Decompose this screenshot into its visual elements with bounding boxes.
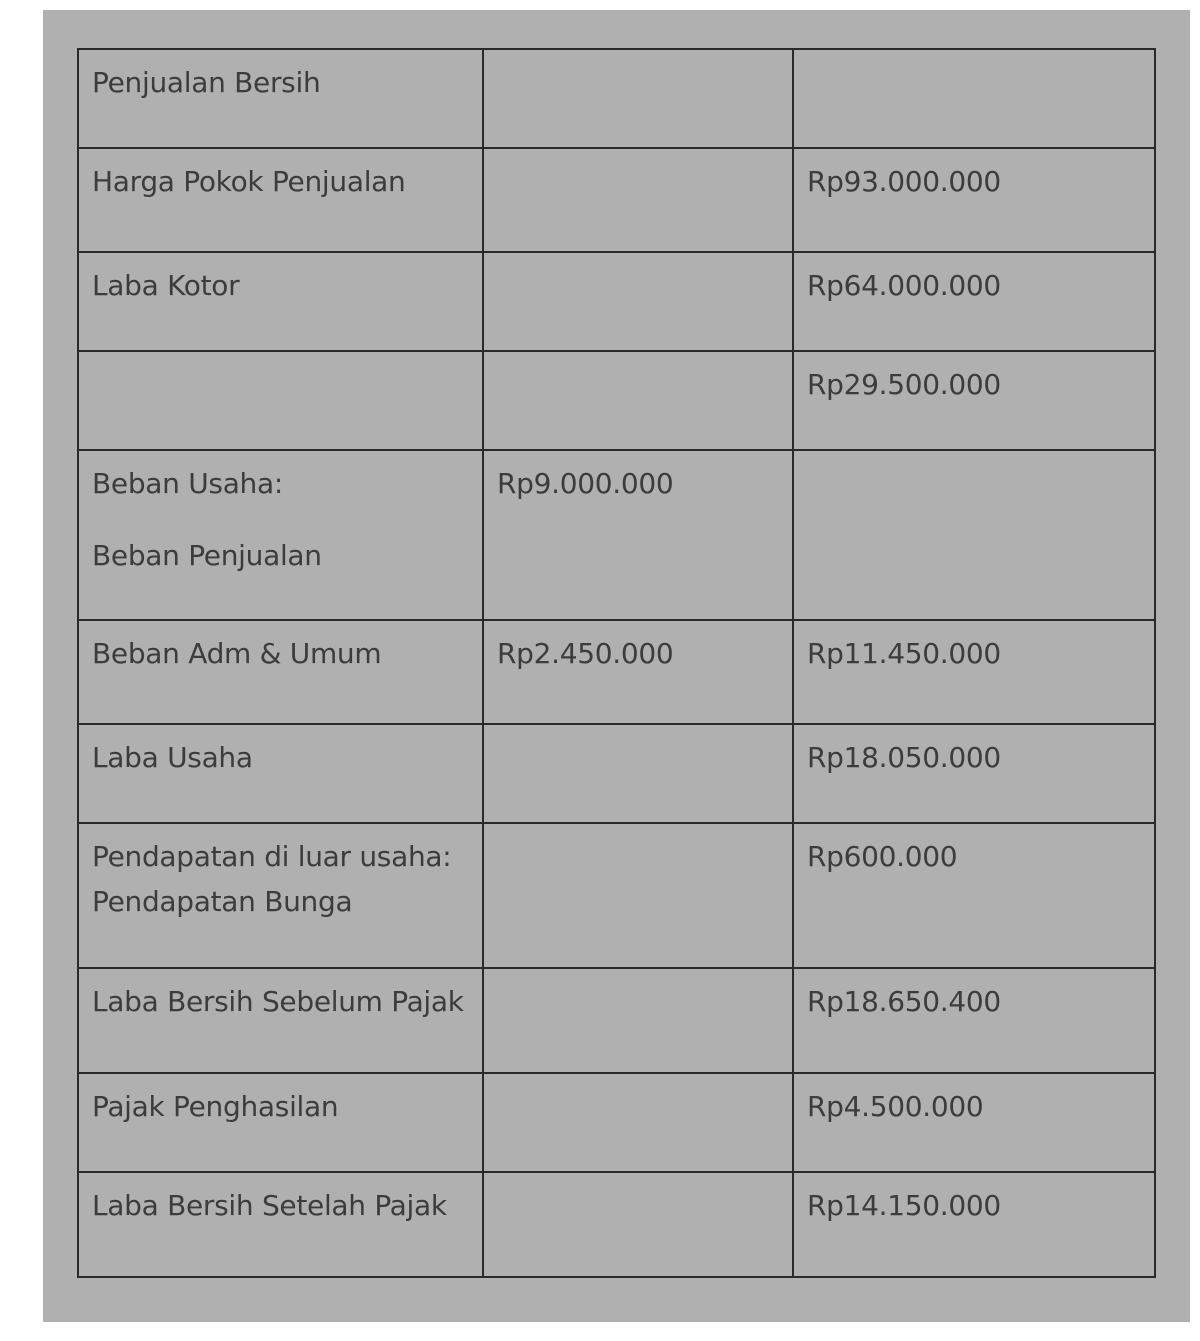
table-row bbox=[78, 49, 1155, 148]
total-value: Rp64.000.000 bbox=[793, 252, 1155, 351]
total-value: Rp11.450.000 bbox=[793, 620, 1155, 724]
total-value: Rp93.000.000 bbox=[793, 148, 1155, 252]
table-row bbox=[78, 148, 1155, 252]
table-row bbox=[78, 351, 1155, 450]
detail-value: Rp9.000.000 bbox=[483, 450, 793, 620]
row-label: Laba Bersih Sebelum Pajak bbox=[78, 968, 483, 1073]
detail-value bbox=[483, 49, 793, 148]
row-label: Penjualan Bersih bbox=[78, 49, 483, 148]
detail-value bbox=[483, 968, 793, 1073]
detail-value bbox=[483, 148, 793, 252]
row-label: Beban Adm & Umum bbox=[78, 620, 483, 724]
detail-value: Rp2.450.000 bbox=[483, 620, 793, 724]
detail-value bbox=[483, 351, 793, 450]
total-value: Rp18.650.400 bbox=[793, 968, 1155, 1073]
document-panel bbox=[43, 10, 1190, 1322]
total-value: Rp600.000 bbox=[793, 823, 1155, 968]
table-row bbox=[78, 724, 1155, 823]
row-label bbox=[78, 450, 483, 620]
row-label bbox=[78, 351, 483, 450]
table-row bbox=[78, 1073, 1155, 1172]
table-row bbox=[78, 968, 1155, 1073]
row-label-line2: Pendapatan Bunga bbox=[92, 885, 353, 918]
detail-value bbox=[483, 823, 793, 968]
detail-value bbox=[483, 724, 793, 823]
row-label: Laba Bersih Setelah Pajak bbox=[78, 1172, 483, 1277]
total-value bbox=[793, 450, 1155, 620]
row-label-line1: Pendapatan di luar usaha: bbox=[92, 840, 452, 873]
line-spacer bbox=[92, 501, 469, 539]
row-label: Harga Pokok Penjualan bbox=[78, 148, 483, 252]
income-statement-table bbox=[77, 48, 1156, 1278]
row-label bbox=[78, 823, 483, 968]
table-row bbox=[78, 1172, 1155, 1277]
row-label: Laba Kotor bbox=[78, 252, 483, 351]
table-row bbox=[78, 252, 1155, 351]
table-row bbox=[78, 823, 1155, 968]
table-row bbox=[78, 620, 1155, 724]
total-value: Rp18.050.000 bbox=[793, 724, 1155, 823]
detail-value bbox=[483, 1172, 793, 1277]
detail-value bbox=[483, 1073, 793, 1172]
total-value: Rp29.500.000 bbox=[793, 351, 1155, 450]
total-value bbox=[793, 49, 1155, 148]
row-label: Pajak Penghasilan bbox=[78, 1073, 483, 1172]
row-label-line2: Beban Penjualan bbox=[92, 539, 322, 572]
row-label: Laba Usaha bbox=[78, 724, 483, 823]
table-row bbox=[78, 450, 1155, 620]
detail-value bbox=[483, 252, 793, 351]
row-label-line1: Beban Usaha: bbox=[92, 467, 283, 500]
total-value: Rp14.150.000 bbox=[793, 1172, 1155, 1277]
total-value: Rp4.500.000 bbox=[793, 1073, 1155, 1172]
